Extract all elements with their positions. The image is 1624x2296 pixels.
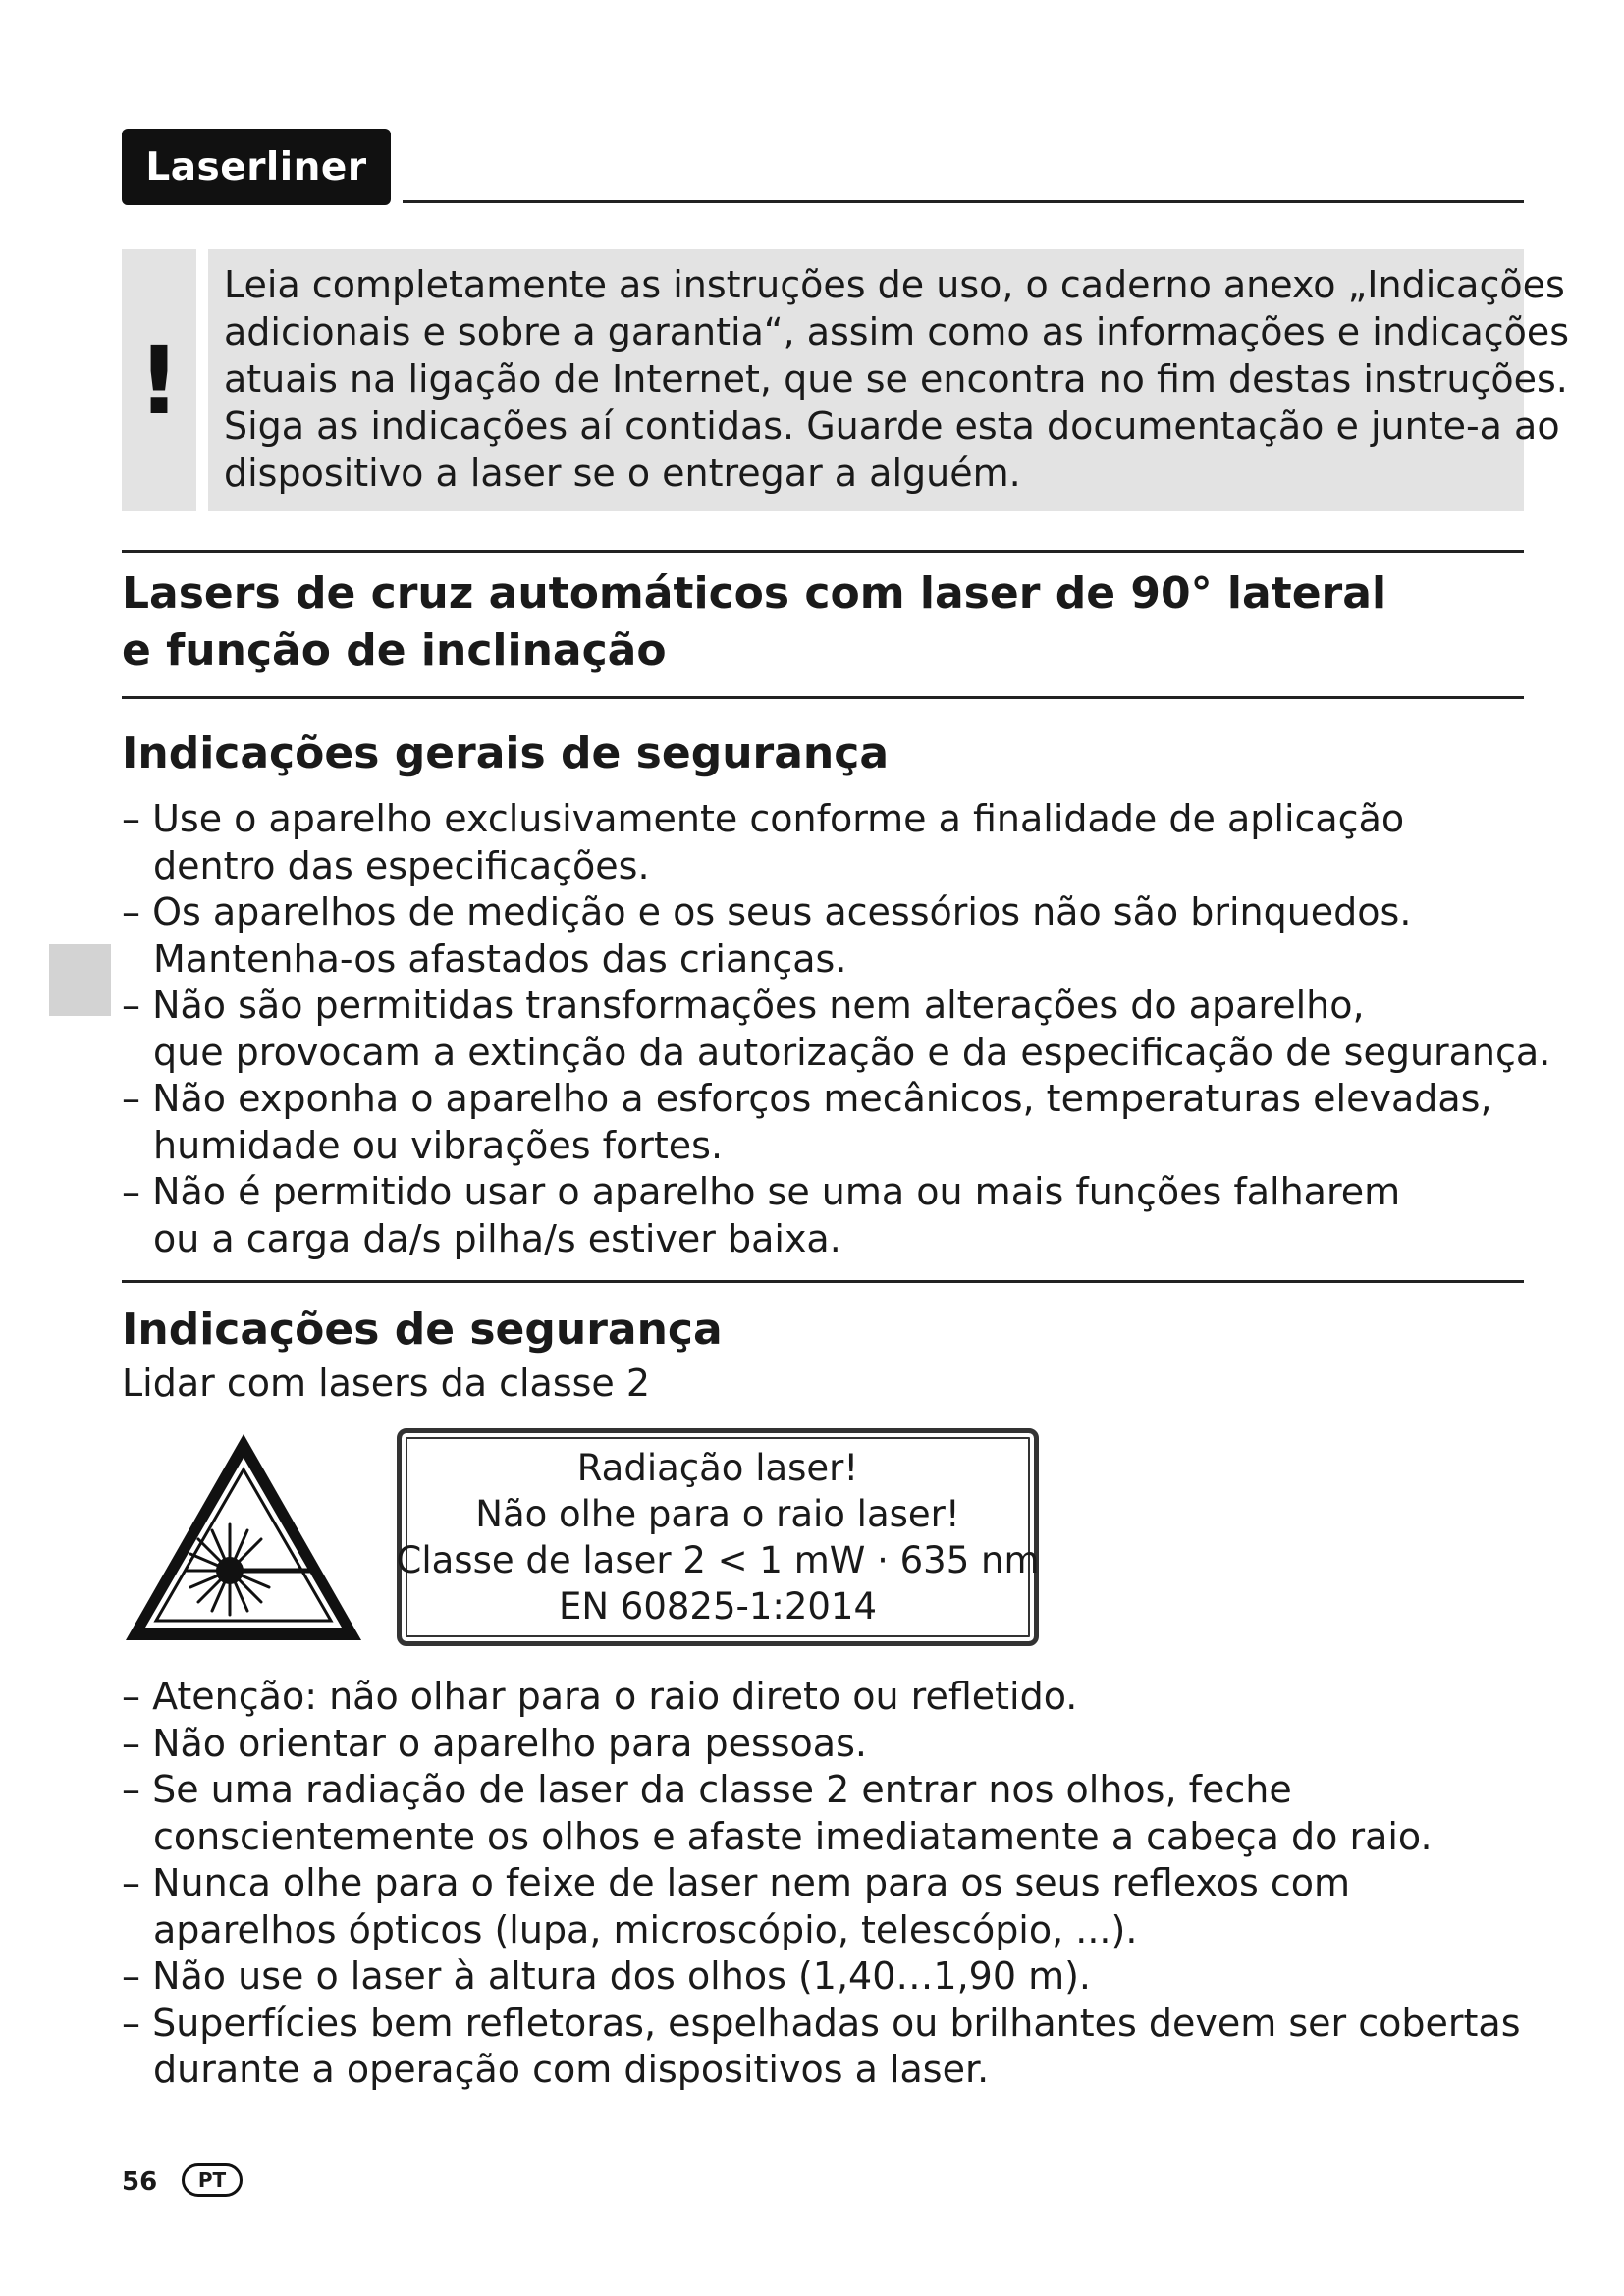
list-item bbox=[122, 1721, 1526, 1768]
notice-line: adicionais e sobre a garantia“, assim como as informações e indicações bbox=[224, 310, 1570, 353]
product-title-line: e função de inclinação bbox=[122, 625, 667, 675]
page-number: 56 bbox=[122, 2167, 158, 2197]
notice-box bbox=[208, 249, 1570, 511]
notice-line: dispositivo a laser se o entregar a alguém. bbox=[224, 452, 1021, 495]
section-divider bbox=[122, 550, 1524, 553]
list-item-text: humidade ou vibrações fortes. bbox=[153, 1123, 724, 1167]
list-item-text: – Não use o laser à altura dos olhos (1,40…1,90 m). bbox=[122, 1954, 1091, 1998]
list-item-text: – Não orientar o aparelho para pessoas. bbox=[122, 1721, 867, 1765]
notice-line: Siga as indicações aí contidas. Guarde esta documentação e junte-a ao bbox=[224, 404, 1560, 448]
list-item bbox=[122, 1860, 1526, 1953]
general-safety-list bbox=[122, 796, 1551, 1262]
product-title-line: Lasers de cruz automáticos com laser de 90° lateral bbox=[122, 568, 1387, 618]
label-line: EN 60825-1:2014 bbox=[558, 1585, 878, 1628]
list-item bbox=[122, 889, 1526, 983]
product-title bbox=[122, 565, 1516, 679]
exclamation-icon: ! bbox=[122, 249, 196, 511]
list-item-text: aparelhos ópticos (lupa, microscópio, telescópio, ...). bbox=[153, 1907, 1138, 1951]
list-item bbox=[122, 1169, 1526, 1262]
list-item-text: Mantenha-os afastados das crianças. bbox=[153, 936, 847, 981]
brand-logo: Laserliner bbox=[122, 129, 391, 205]
list-item-text: dentro das especificações. bbox=[153, 843, 650, 887]
list-item-text: ou a carga da/s pilha/s estiver baixa. bbox=[153, 1216, 841, 1260]
laser-safety-subheading: Lidar com lasers da classe 2 bbox=[122, 1362, 651, 1405]
label-line: Radiação laser! bbox=[576, 1447, 859, 1489]
list-item-text: – Os aparelhos de medição e os seus acessórios não são brinquedos. bbox=[122, 890, 1412, 934]
header-divider bbox=[403, 200, 1524, 203]
section-divider bbox=[122, 696, 1524, 699]
list-item-text: durante a operação com dispositivos a laser. bbox=[153, 2048, 990, 2091]
label-line: Não olhe para o raio laser! bbox=[475, 1493, 960, 1535]
laser-class-label bbox=[397, 1428, 1039, 1646]
language-badge: PT bbox=[182, 2163, 243, 2197]
list-item-text: conscientemente os olhos e afaste imediatamente a cabeça do raio. bbox=[153, 1814, 1433, 1858]
list-item-text: – Superfícies bem refletoras, espelhadas ou brilhantes devem ser cobertas bbox=[122, 2001, 1521, 2045]
list-item bbox=[122, 2001, 1526, 2094]
list-item-text: – Atenção: não olhar para o raio direto ou refletido. bbox=[122, 1675, 1078, 1718]
list-item-text: – Não são permitidas transformações nem alterações do aparelho, bbox=[122, 984, 1365, 1027]
list-item bbox=[122, 1674, 1526, 1721]
list-item bbox=[122, 1767, 1526, 1860]
list-item-text: – Nunca olhe para o feixe de laser nem para os seus reflexos com bbox=[122, 1861, 1351, 1904]
list-item-text: – Se uma radiação de laser da classe 2 entrar nos olhos, feche bbox=[122, 1768, 1292, 1811]
list-item bbox=[122, 1076, 1526, 1169]
list-item bbox=[122, 1953, 1526, 2001]
list-item-text: – Não exponha o aparelho a esforços mecânicos, temperaturas elevadas, bbox=[122, 1077, 1492, 1120]
notice-line: atuais na ligação de Internet, que se encontra no fim destas instruções. bbox=[224, 357, 1568, 400]
side-tab-marker bbox=[49, 944, 111, 1016]
notice-line: Leia completamente as instruções de uso, o caderno anexo „Indicações bbox=[224, 263, 1565, 306]
list-item bbox=[122, 796, 1526, 889]
general-safety-heading: Indicações gerais de segurança bbox=[122, 728, 890, 778]
list-item bbox=[122, 983, 1551, 1076]
list-item-text: que provocam a extinção da autorização e da especificação de segurança. bbox=[153, 1030, 1551, 1074]
label-line: Classe de laser 2 < 1 mW · 635 nm bbox=[396, 1539, 1040, 1581]
laser-warning-triangle-icon bbox=[122, 1428, 365, 1646]
section-divider bbox=[122, 1280, 1524, 1283]
laser-safety-heading: Indicações de segurança bbox=[122, 1305, 723, 1355]
list-item-text: – Não é permitido usar o aparelho se uma ou mais funções falharem bbox=[122, 1170, 1401, 1213]
laser-safety-list bbox=[122, 1674, 1526, 2094]
list-item-text: – Use o aparelho exclusivamente conforme a finalidade de aplicação bbox=[122, 797, 1405, 840]
